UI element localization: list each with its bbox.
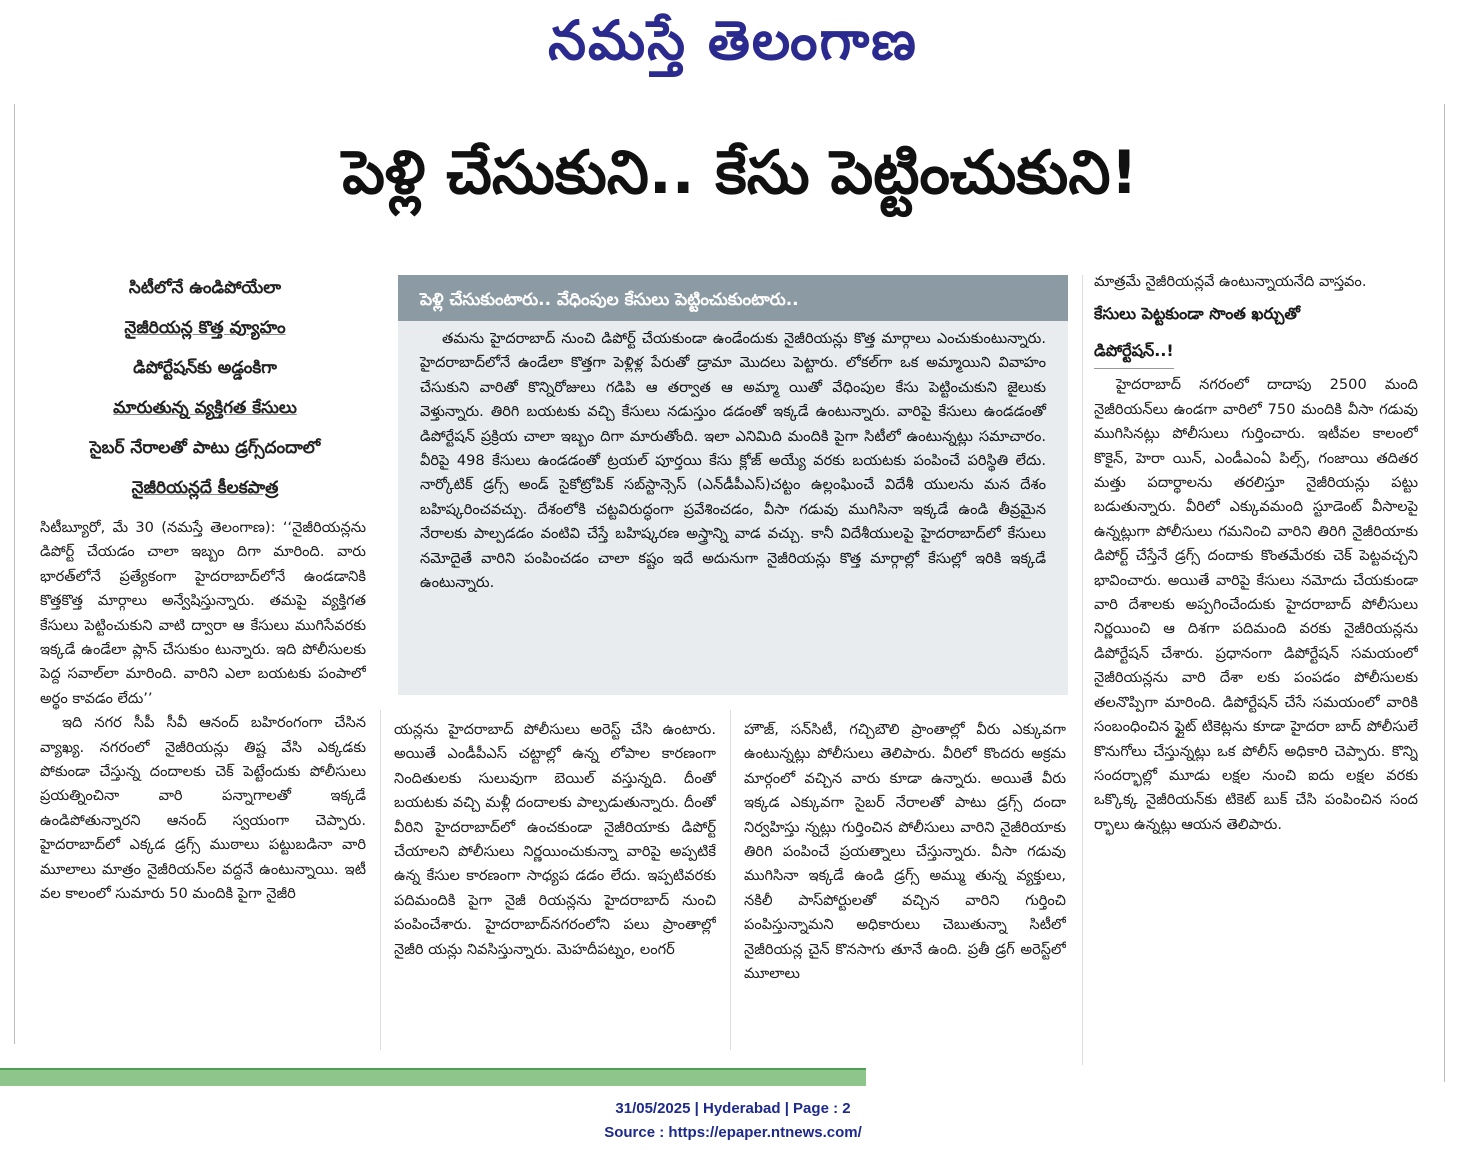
subhead-line: సిటీలోనే ఉండిపోయేలా: [128, 278, 282, 298]
subhead-line: డిపోర్టేషన్‌కు అడ్డంకిగా: [133, 358, 277, 378]
article-headline: పెళ్లి చేసుకుని.. కేసు పెట్టించుకుని!: [342, 138, 1138, 208]
article-paragraph: సిటీబ్యూరో, మే 30 (నమస్తే తెలంగాణ): ‘‘నైజీరియన్లను డిపోర్ట్ చేయడం చాలా ఇబ్బం దిగా మారింది. వారు భారత్‌లోనే ప్రత్యేకంగా హైదరాబాద్‌లోనే ఉండడానికి కొత్తకొత్త మార్గాలు అన్వేషిస్తున్నారు. తమపై వ్యక్తిగత కేసులు పెట్టించుకుని వాటి ద్వారా ఆ కేసులు ముగిసేవరకు ఇక్కడే ఉండేలా ప్లాన్ చేసుకుం టున్నారు. ఇది పోలీసులకు పెద్ద సవాల్‌లా మారింది. వారిని ఎలా బయటకు పంపాలో అర్థం కావడం లేదు’’: [40, 519, 366, 707]
sidebar-box-banner: పెళ్లి చేసుకుంటారు.. వేధింపుల కేసులు పెట్టించుకుంటారు..: [398, 275, 1068, 321]
subhead-line: నైజీరియన్లదే కీలకపాత్ర: [131, 478, 279, 498]
article-column-4: [1094, 270, 1418, 1060]
column-rule-3: [1082, 275, 1083, 1065]
sidebar-box: [398, 275, 1068, 695]
article-paragraph: మాత్రమే నైజీరియన్లవే ఉంటున్నాయనేది వాస్తవం.: [1094, 273, 1367, 290]
article-column-3: [744, 718, 1066, 1058]
right-margin-rule: [1444, 104, 1445, 1082]
footer-source-link[interactable]: Source : https://epaper.ntnews.com/: [604, 1124, 862, 1141]
page-bottom-strip: [0, 1068, 866, 1086]
article-paragraph: యన్లను హైదరాబాద్ పోలీసులు అరెస్ట్ చేసి ఉంటారు. అయితే ఎండీపీఎస్ చట్టాల్లో ఉన్న లోపాల కారణంగా నిందితులకు సులువుగా బెయిల్ వస్తున్నది. దీంతో బయటకు వచ్చి మళ్లీ దందాలకు పాల్పడుతున్నారు. దీంతో వీరిని హైదరాబాద్‌లో ఉంచకుండా నైజీరియాకు డిపోర్ట్ చేయాలని పోలీసులు నిర్ణయించుకున్నా వారిపై అప్పటికే ఉన్న కేసుల కారణంగా సాధ్యప డడం లేదు. ఇప్పటివరకు పదిమందికి పైగా నైజీ రియన్లను హైదరాబాద్ నుంచి పంపించేశారు. హైదరాబాద్‌నగరంలోని పలు ప్రాంతాల్లో నైజీరి యన్లు నివసిస్తున్నారు. మెహదీపట్నం, లంగర్: [394, 721, 716, 958]
subhead-line: మారుతున్న వ్యక్తిగత కేసులు: [113, 398, 297, 418]
column-subhead: డిపోర్టేషన్..!: [1094, 334, 1174, 369]
sidebar-box-body: [398, 321, 1068, 595]
article-paragraph: హైదరాబాద్ నగరంలో దాదాపు 2500 మంది నైజీరియన్‌లు ఉండగా వారిలో 750 మందికి వీసా గడువు ముగిసినట్లు పోలీసులు గుర్తించారు. ఇటీవల కాలంలో కొకైన్, హెరా యిన్, ఎండీఎంఏ పిల్స్, గంజాయి తదితర మత్తు పదార్థాలను తరలిస్తూ నైజీరియన్లు పట్టు బడుతున్నారు. వీరిలో ఎక్కువమంది స్టూడెంట్ వీసాలపై ఉన్నట్లుగా పోలీసులు గమనించి వారిని తిరిగి నైజీరియాకు డిపోర్ట్ చేస్తేనే డ్రగ్స్ దందాకు కొంతమేరకు చెక్ పెట్టవచ్చని భావించారు. అయితే వారిపై కేసులు నమోదు చేయకుండా వారి దేశాలకు అప్పగించేందుకు హైదరాబాద్ పోలీసులు నిర్ణయించి ఆ దిశగా పదిమంది వరకు నైజీరియన్లను డిపోర్టేషన్ చేశారు. ప్రధానంగా డిపోర్టేషన్ సమయంలో నైజీరియన్లను వారి దేశా లకు పంపడం పోలీసులకు తలనొప్పిగా మారింది. డిపోర్టేషన్ చేసే సమయంలో వారికి సంబంధించిన ఫ్లైట్ టికెట్లను కూడా హైదరా బాద్ పోలీసులే కొనుగోలు చేస్తున్నట్లు ఒక పోలీస్ అధికారి చెప్పారు. కొన్ని సందర్భాల్లో మూడు లక్షల నుంచి ఐదు లక్షల వరకు ఒక్కొక్క నైజీరియన్‌కు టికెట్ బుక్ చేసి పంపించిన సంద ర్భాలు ఉన్నట్లు ఆయన తెలిపారు.: [1094, 376, 1418, 833]
article-paragraph: ఇది నగర సీపీ సీవీ ఆనంద్ బహిరంగంగా చేసిన వ్యాఖ్య. నగరంలో నైజీరియన్లు తిష్ట వేసి ఎక్కడకు పోకుండా చేస్తున్న దందాలకు చెక్ పెట్టేందుకు పోలీసులు ప్రయత్నించినా వారి పన్నాగాలతో ఇక్కడే ఉండిపోతున్నారని ఆనంద్ స్వయంగా చెప్పారు. హైదరాబాద్‌లో ఎక్కడ డ్రగ్స్ ముఠాలు పట్టుబడినా వారి మూలాలు మాత్రం నైజీరియన్‌ల వద్దనే ఉంటున్నాయి. ఇటీ వల కాలంలో సుమారు 50 మందికి పైగా నైజీరి: [40, 714, 366, 903]
column-rule-1: [380, 710, 381, 1050]
article-paragraph: హౌజ్, సన్‌సిటీ, గచ్చిబౌలి ప్రాంతాల్లో వీరు ఎక్కువగా ఉంటున్నట్లు పోలీసులు తెలిపారు. వీరిలో కొందరు అక్రమ మార్గంలో వచ్చిన వారు కూడా ఉన్నారు. అయితే వీరు ఇక్కడ ఎక్కువగా సైబర్ నేరాలతో పాటు డ్రగ్స్ దందా నిర్వహిస్తు న్నట్లు గుర్తించిన పోలీసులు వారిని నైజీరియాకు తిరిగి పంపించే ప్రయత్నాలు చేస్తున్నారు. వీసా గడువు ముగిసినా ఇక్కడే ఉండి డ్రగ్స్ అమ్ము తున్న వ్యక్తులు, నకిలీ పాస్‌పోర్టులతో వచ్చిన వారిని గుర్తించి పంపిస్తున్నామని అధికారులు చెబుతున్నా సిటీలో నైజీరియన్ల చైన్ కొనసాగు తూనే ఉంది. ప్రతీ డ్రగ్ అరెస్ట్‌లో మూలాలు: [744, 721, 1066, 983]
subhead-block: [40, 268, 370, 508]
footer-date-line: 31/05/2025 | Hyderabad | Page : 2: [615, 1100, 851, 1117]
masthead-logo: నమస్తే తెలంగాణ: [548, 9, 918, 72]
article-column-1: [40, 516, 366, 1056]
article-column-2: [394, 718, 716, 1058]
subhead-line: నైజీరియన్ల కొత్త వ్యూహం: [124, 318, 286, 338]
column-rule-2: [730, 710, 731, 1050]
column-subhead: కేసులు పెట్టకుండా సొంత ఖర్చుతో: [1094, 304, 1300, 324]
left-margin-rule: [14, 104, 15, 1044]
sidebar-box-text: తమను హైదరాబాద్ నుంచి డిపోర్ట్ చేయకుండా ఉండేందుకు నైజీరియన్లు కొత్త మార్గాలు ఎంచుకుంటున్నారు. హైదరాబాద్‌లోనే ఉండేలా కొత్తగా పెళ్లిళ్ల పేరుతో డ్రామా మొదలు పెట్టారు. లోకల్‌గా ఒక అమ్మాయిని వివాహం చేసుకుని వారితో కొన్నిరోజులు గడిపి ఆ తర్వాత ఆ అమ్మా యితో వేధింపుల కేసు పెట్టించుకుని జైలుకు వెళ్తున్నారు. తిరిగి బయటకు వచ్చి కేసులు నడుస్తుం డడంతో ఇక్కడే ఉంటున్నారు. వారిపై కేసులు ఉండడంతో డిపోర్టేషన్ ప్రక్రియ చాలా ఇబ్బం దిగా మారుతోంది. ఇలా ఎనిమిది మందికి పైగా సిటీలో ఉంటున్నట్లు సమాచారం. వీరిపై 498 కేసులు ఉండడంతో ట్రయల్ పూర్తయి కేసు క్లోజ్ అయ్యే వరకు బయటకు పంపించే పరిస్థితి లేదు. నార్కోటిక్ డ్రగ్స్ అండ్ సైకోట్రోపిక్ సబ్‌స్టాన్సెస్ (ఎన్‌డీపీఎస్)చట్టం ఉల్లంఘించే విదేశీ యులను మన దేశం బహిష్కరించవచ్చు. దేశంలోకి చట్టవిరుద్ధంగా ప్రవేశించడం, వీసా గడువు ముగిసినా ఇక్కడే ఉండి తీవ్రమైన నేరాలకు పాల్పడడం వంటివి చేస్తే బహిష్కరణ అస్త్రాన్ని వాడ వచ్చు. కానీ విదేశీయులపై హైదరాబాద్‌లో కేసులు నమోదైతే వారిని పంపించడం చాలా కష్టం ఇదే అదునుగా నైజీరియన్లు కొత్త మార్గాల్లో కేసుల్లో ఇరికి ఇక్కడే ఉంటున్నారు.: [420, 330, 1046, 592]
subhead-line: సైబర్ నేరాలతో పాటు డ్రగ్స్‌దందాలో: [89, 438, 321, 458]
